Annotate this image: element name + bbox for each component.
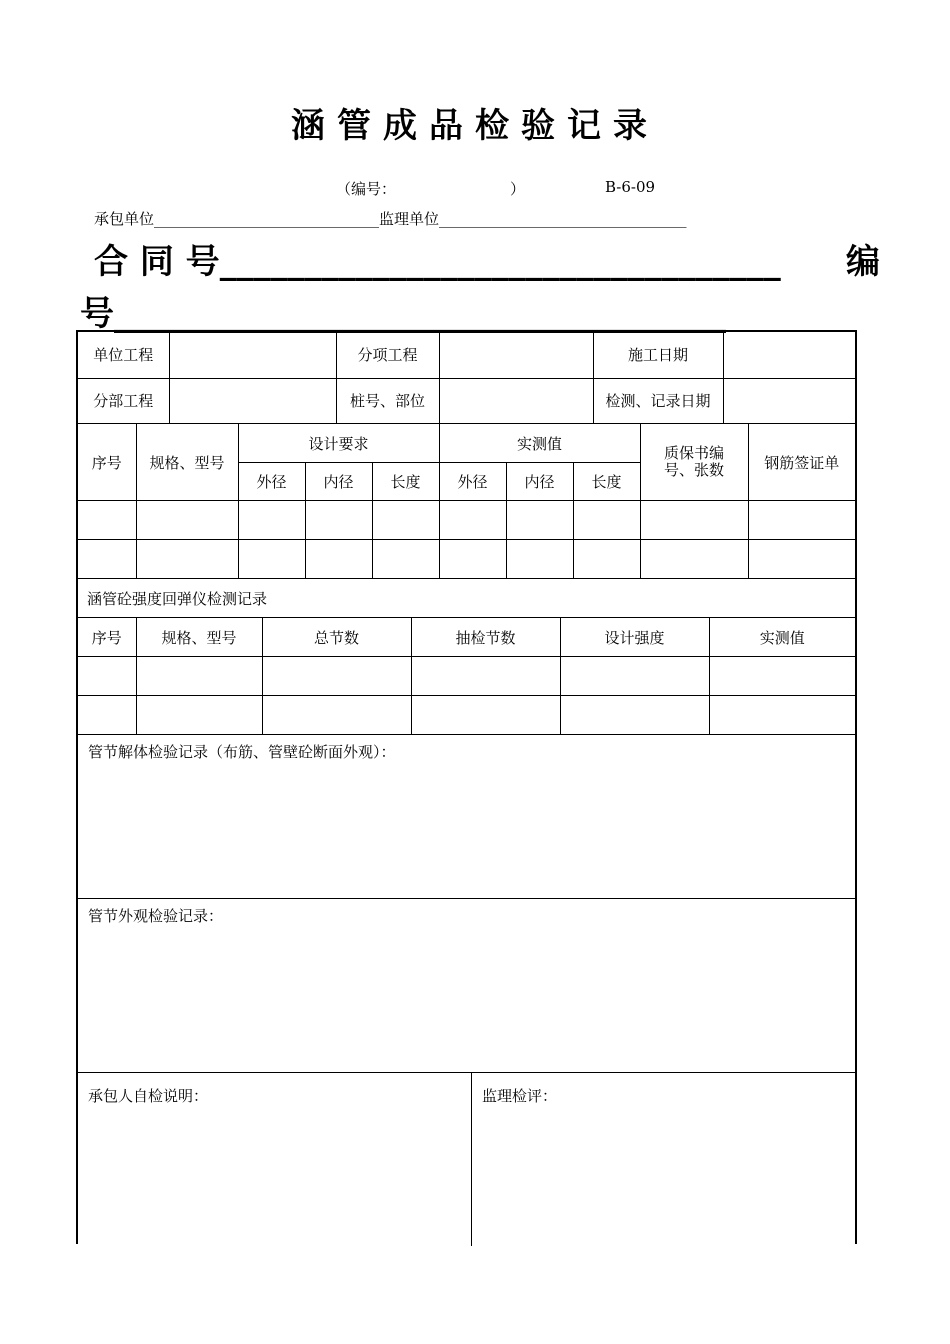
rebar-header: 钢筋签证单 [748,424,855,501]
inspection-date-label: 检测、记录日期 [593,378,723,423]
table-cell[interactable] [238,540,305,579]
inspection-date-value[interactable] [723,378,855,423]
table-cell[interactable] [411,696,560,735]
page-title: 涵管成品检验记录 [291,106,659,146]
contract-field[interactable]: _________________________________ [219,242,781,282]
strength-spec-header: 规格、型号 [136,618,262,657]
table-cell[interactable] [560,657,709,696]
table-row [78,501,855,540]
table-cell[interactable] [238,501,305,540]
table-cell[interactable] [439,540,506,579]
supervisor-field[interactable]: _________________________________ [439,210,687,228]
construction-date-value[interactable] [723,332,855,378]
table-cell[interactable] [78,540,136,579]
strength-sampled-sections-header: 抽检节数 [411,618,560,657]
contract-label: 合 同 号 [94,242,220,282]
table-cell[interactable] [439,501,506,540]
form-code: B-6-09 [605,178,656,196]
table-cell[interactable] [305,501,372,540]
measured-outer-diameter: 外径 [439,463,506,501]
measured-header: 实测值 [439,424,640,463]
info-table [78,332,855,424]
division-project-label: 分部工程 [78,378,169,423]
table-cell[interactable] [640,540,748,579]
contract-row [94,234,781,283]
table-cell[interactable] [573,501,640,540]
number-close-label: ） [510,180,526,198]
table-cell[interactable] [709,696,855,735]
appearance-inspection-block[interactable] [78,898,855,1072]
strength-seq-header: 序号 [78,618,136,657]
serial-label-part1: 编 [846,242,880,282]
table-cell[interactable] [506,501,573,540]
number-open-label: （编号： [336,180,397,198]
supervisor-label: 监理单位 [379,210,440,228]
design-inner-diameter: 内径 [305,463,372,501]
table-cell[interactable] [573,540,640,579]
table-cell[interactable] [372,540,439,579]
contractor-field[interactable]: ______________________________ [154,210,380,228]
table-cell[interactable] [136,657,262,696]
table-cell[interactable] [506,540,573,579]
table-cell[interactable] [78,696,136,735]
table-cell[interactable] [748,540,855,579]
construction-date-label: 施工日期 [593,332,723,378]
form-frame [76,330,857,1244]
table-cell[interactable] [560,696,709,735]
table-cell[interactable] [78,657,136,696]
table-cell[interactable] [372,501,439,540]
disassembly-inspection-label: 管节解体检验记录（布筋、管壁砼断面外观）： [88,743,396,761]
strength-measured-header: 实测值 [709,618,855,657]
strength-table [78,578,855,735]
dimension-table [78,423,855,579]
table-cell[interactable] [262,657,411,696]
table-cell[interactable] [136,540,238,579]
division-project-value[interactable] [169,378,336,423]
unit-project-label: 单位工程 [78,332,169,378]
strength-section-title: 涵管砼强度回弹仪检测记录 [78,579,855,618]
table-cell[interactable] [136,501,238,540]
item-project-label: 分项工程 [336,332,439,378]
spec-header: 规格、型号 [136,424,238,501]
table-cell[interactable] [411,657,560,696]
design-outer-diameter: 外径 [238,463,305,501]
contractor-row [94,208,687,229]
station-position-value[interactable] [439,378,593,423]
disassembly-inspection-block[interactable] [78,734,855,898]
appearance-inspection-label: 管节外观检验记录： [88,907,224,925]
table-cell[interactable] [262,696,411,735]
self-check-block[interactable] [78,1072,472,1246]
self-check-label: 承包人自检说明： [88,1087,209,1105]
strength-design-header: 设计强度 [560,618,709,657]
design-header: 设计要求 [238,424,439,463]
cert-header: 质保书编号、张数 [640,424,748,501]
table-cell[interactable] [136,696,262,735]
serial-label-part2: 号 [80,294,114,334]
item-project-value[interactable] [439,332,593,378]
supervision-block[interactable] [472,1072,855,1246]
measured-inner-diameter: 内径 [506,463,573,501]
strength-total-sections-header: 总节数 [262,618,411,657]
serial-row [80,286,726,335]
supervision-label: 监理检评： [482,1087,558,1105]
contractor-label: 承包单位 [94,210,155,228]
table-row [78,696,855,735]
table-cell[interactable] [305,540,372,579]
unit-project-value[interactable] [169,332,336,378]
serial-field[interactable]: ____________________________________ [114,294,726,334]
design-length: 长度 [372,463,439,501]
station-position-label: 桩号、部位 [336,378,439,423]
table-cell[interactable] [748,501,855,540]
table-cell[interactable] [640,501,748,540]
table-row [78,540,855,579]
seq-header: 序号 [78,424,136,501]
table-row [78,657,855,696]
measured-length: 长度 [573,463,640,501]
table-cell[interactable] [709,657,855,696]
table-cell[interactable] [78,501,136,540]
